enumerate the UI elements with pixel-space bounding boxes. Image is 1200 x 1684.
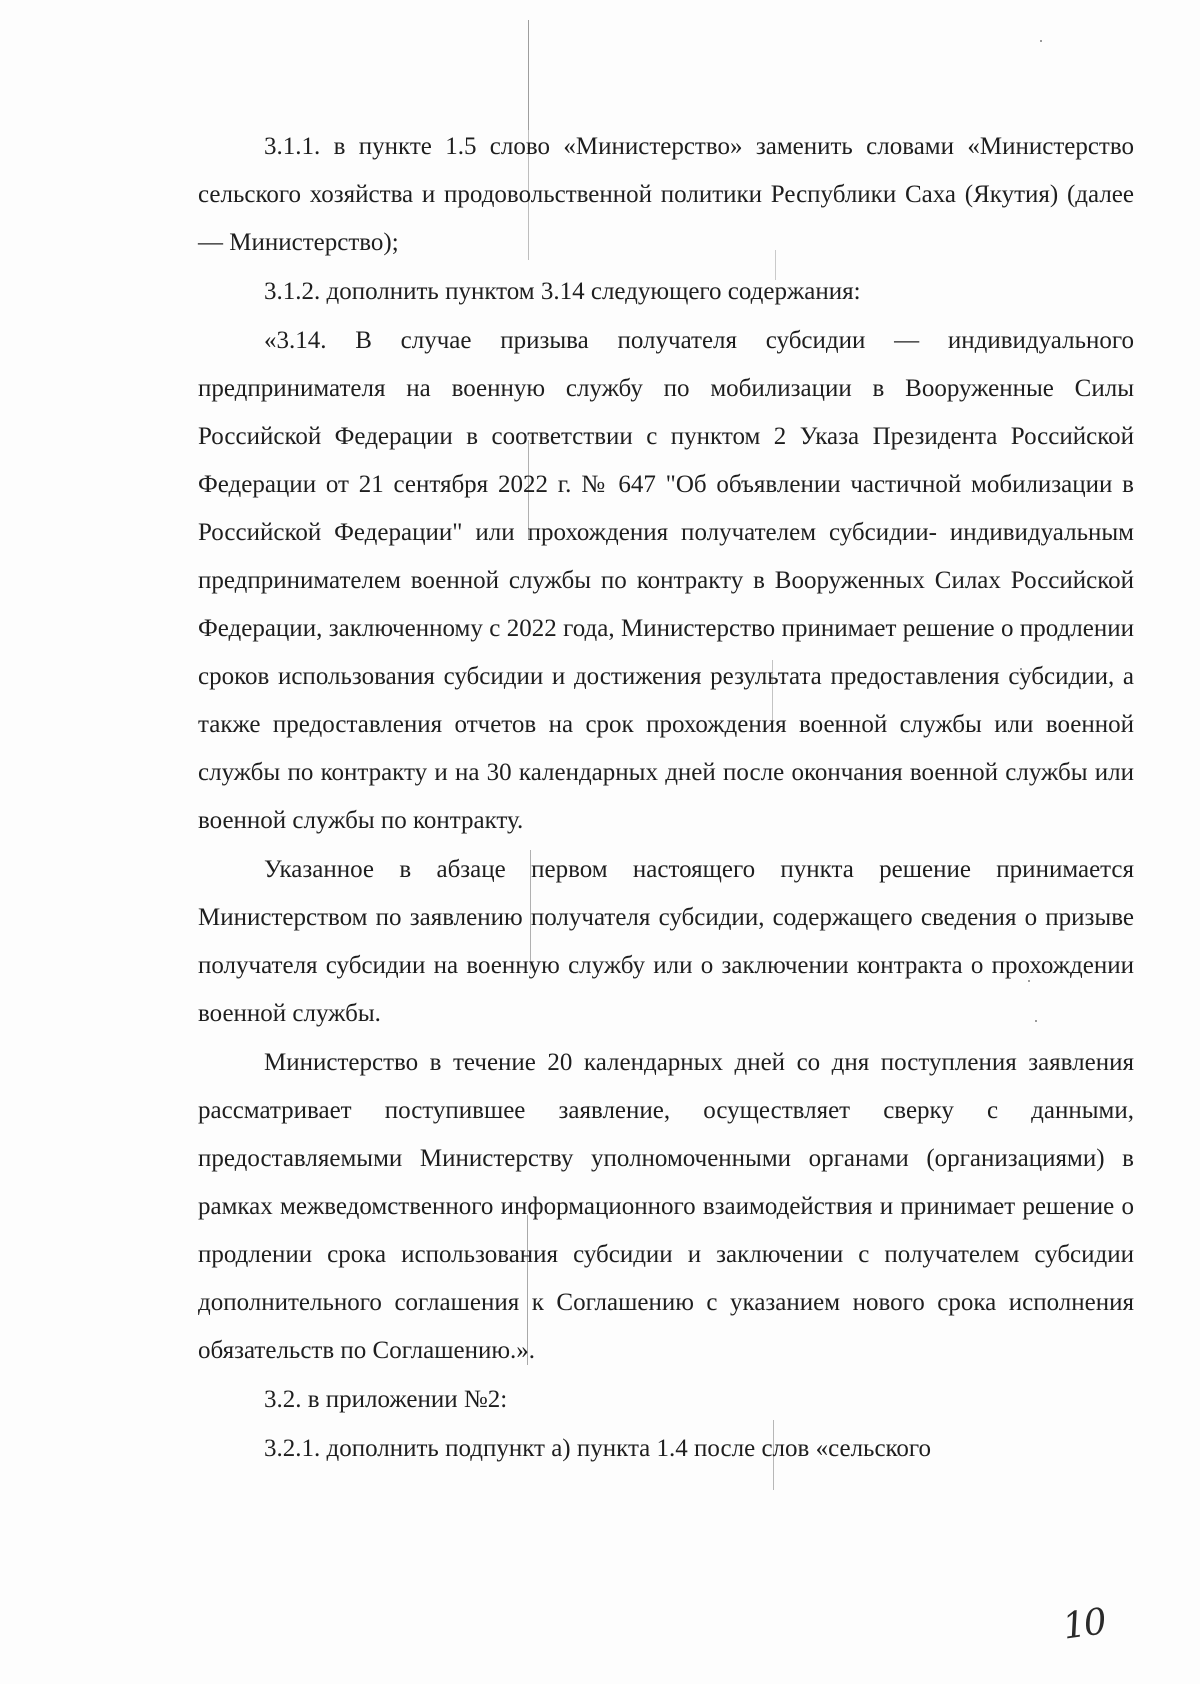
paragraph-3-2-1: 3.2.1. дополнить подпункт а) пункта 1.4 после слов «сельского (264, 1435, 932, 1462)
scan-speck (1040, 40, 1042, 42)
paragraph-3-14: «3.14. В случае призыва получателя субсидии — индивидуального предпринимателя на военную службу по мобилизации в Вооруженные Силы Российской Федерации в соответствии с пунктом 2 Указа Президента Российской Федерации от 21 сентября 2022 г. № 647 "Об объявлении частичной мобилизации в Российской Федерации" или прохождения получателем субсидии- индивидуальным предпринимателем военной службы по контракту в Вооруженных Силах Российской Федерации, заключенному с 2022 года, Министерство принимает решение о продлении сроков использования субсидии и достижения результата предоставления субсидии, а также предоставления отчетов на срок прохождения военной службы или военной службы по контракту и на 30 календарных дней после окончания военной службы или военной службы по контракту. (198, 327, 1134, 834)
paragraph-3-2: 3.2. в приложении №2: (264, 1386, 508, 1413)
paragraph-3-1-2: 3.1.2. дополнить пунктом 3.14 следующего содержания: (264, 278, 861, 305)
paragraph-3-1-1: 3.1.1. в пункте 1.5 слово «Министерство» заменить словами «Министерство сельского хозяйства и продовольственной политики Республики Саха (Якутия) (далее — Министерство); (198, 133, 1134, 256)
paragraph-decision-basis: Указанное в абзаце первом настоящего пункта решение принимается Министерством по заявлению получателя субсидии, содержащего сведения о призыве получателя субсидии на военную службу или о заключении контракта о прохождении военной службы. (198, 856, 1134, 1027)
paragraph-ministry-review: Министерство в течение 20 календарных дней со дня поступления заявления рассматривает поступившее заявление, осуществляет сверку с данными, предоставляемыми Министерству уполномоченными органами (организациями) в рамках межведомственного информационного взаимодействия и принимает решение о продлении срока использования субсидии и заключении с получателем субсидии дополнительного соглашения к Соглашению с указанием нового срока исполнения обязательств по Соглашению.». (198, 1049, 1134, 1364)
scan-line-artifact (528, 20, 529, 130)
handwritten-page-number: 10 (1060, 1601, 1108, 1648)
document-body (198, 123, 1134, 1473)
